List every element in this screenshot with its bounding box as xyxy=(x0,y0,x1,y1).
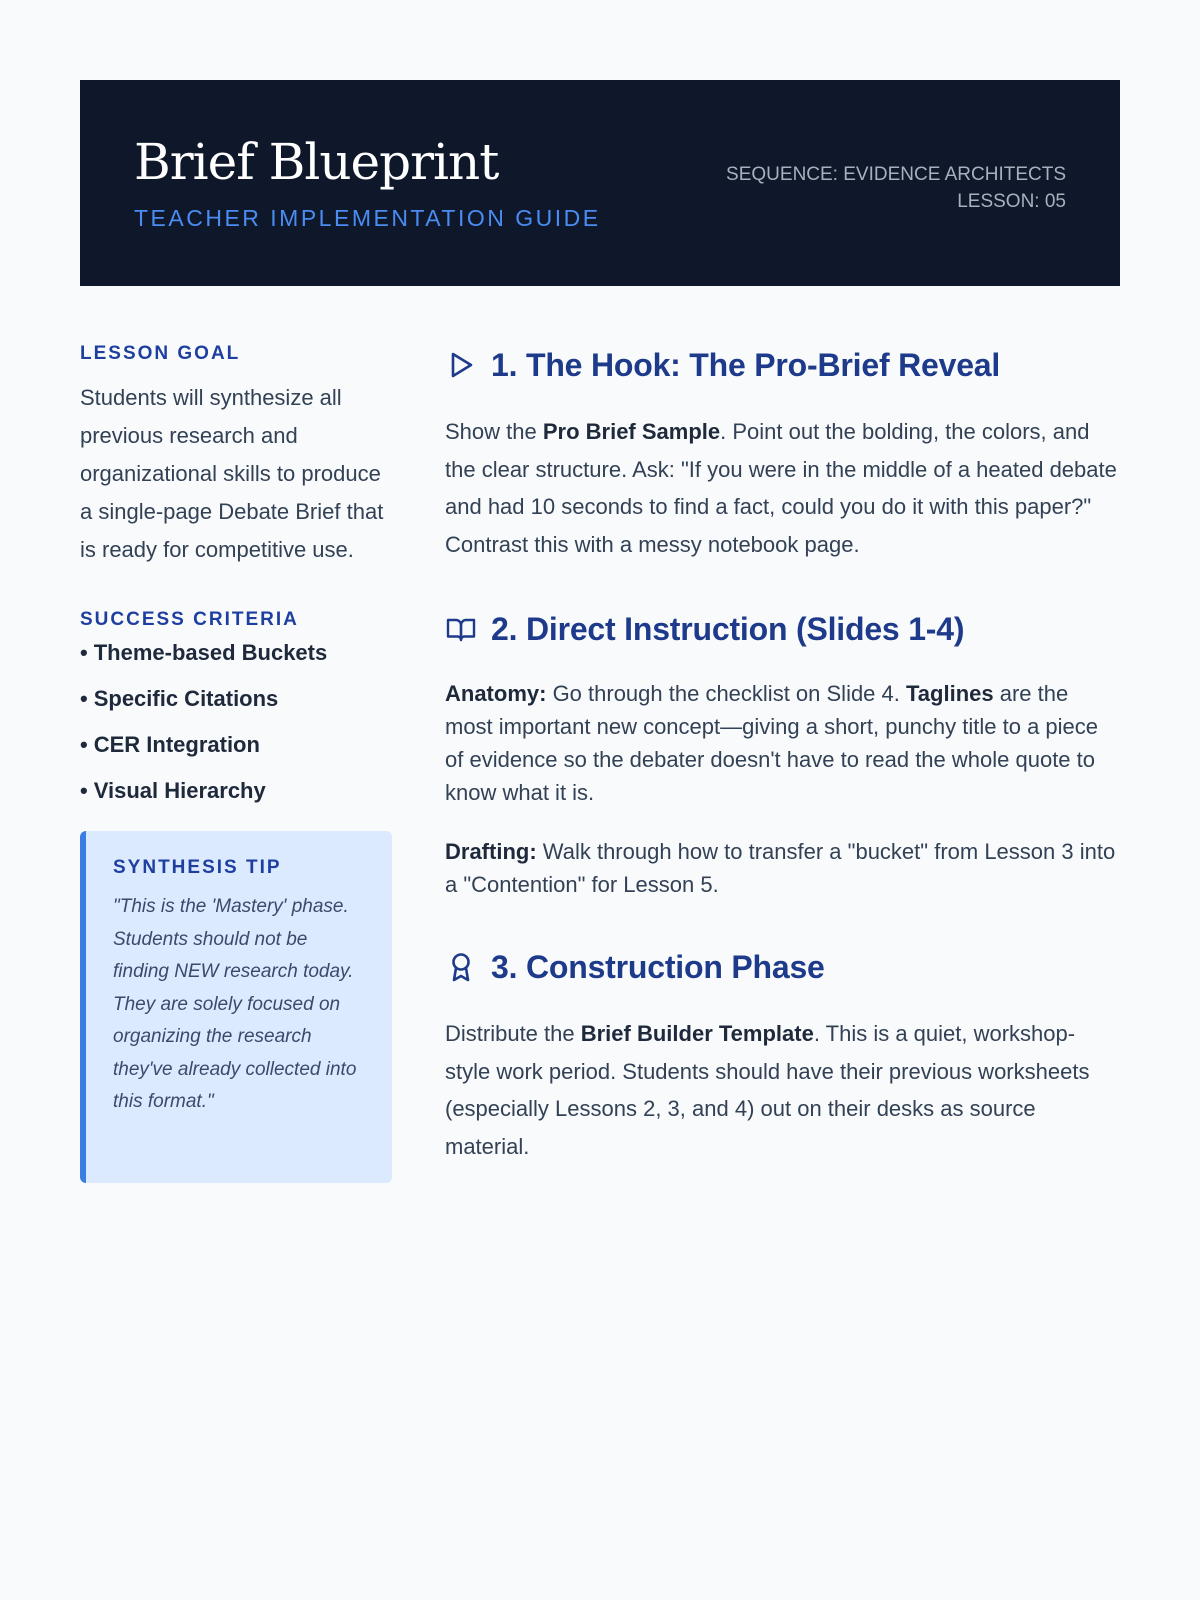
lesson-goal-heading: LESSON GOAL xyxy=(80,343,241,364)
content-columns xyxy=(80,343,1120,1183)
criteria-item xyxy=(80,639,392,667)
criteria-item-label: Theme-based Buckets xyxy=(93,640,328,665)
header-banner xyxy=(80,80,1120,286)
criteria-item-label: CER Integration xyxy=(93,732,260,757)
lesson-number: LESSON: 05 xyxy=(957,191,1066,212)
section-paragraph xyxy=(445,835,1120,901)
bold-term: Taglines xyxy=(906,681,994,706)
criteria-item xyxy=(80,685,392,713)
section-heading xyxy=(445,945,1120,989)
section-paragraph xyxy=(445,413,1120,563)
section-paragraph xyxy=(445,677,1120,809)
bold-term: Drafting: xyxy=(445,839,537,864)
sequence-label: SEQUENCE: EVIDENCE ARCHITECTS xyxy=(726,164,1066,185)
section-title: 2. Direct Instruction (Slides 1-4) xyxy=(491,610,965,647)
success-criteria-list xyxy=(80,639,392,805)
criteria-item-label: Visual Hierarchy xyxy=(93,778,266,803)
text-run: . This is a quiet, workshop-style work period. Students should have their previous worksheets (especially Lessons 2, 3, and 4) out on their desks as source material. xyxy=(445,1021,1090,1159)
lesson-goal-text: Students will synthesize all previous research and organizational skills to produce a single-page Debate Brief that is ready for competitive use. xyxy=(80,385,384,562)
text-run: . Point out the bolding, the colors, and the clear structure. Ask: "If you were in the middle of a heated debate and had 10 seconds to find a fact, could you do it with this paper?" Contrast this with a messy notebook page. xyxy=(445,419,1117,557)
criteria-item-label: Specific Citations xyxy=(93,686,279,711)
header-meta xyxy=(726,161,1066,215)
bullet-icon: • xyxy=(80,778,88,803)
bold-term: Pro Brief Sample xyxy=(542,419,721,444)
synthesis-tip-callout xyxy=(80,831,392,1183)
text-run: Go through the checklist on Slide 4. xyxy=(546,681,906,706)
criteria-item xyxy=(80,777,392,805)
play-icon xyxy=(445,349,477,381)
text-run: are the most important new concept—giving a short, punchy title to a piece of evidence so the debater doesn't have to read the whole quote to know what it is. xyxy=(445,681,1099,805)
section-hook xyxy=(445,343,1120,563)
text-run: Walk through how to transfer a "bucket" from Lesson 3 into a "Contention" for Lesson 5. xyxy=(445,839,1116,897)
text-run: Show the xyxy=(445,419,543,444)
page-subtitle: TEACHER IMPLEMENTATION GUIDE xyxy=(134,204,601,231)
bullet-icon: • xyxy=(80,686,88,711)
sidebar xyxy=(80,343,392,1183)
success-criteria-heading: SUCCESS CRITERIA xyxy=(80,609,299,630)
synthesis-tip-heading: SYNTHESIS TIP xyxy=(113,857,282,878)
section-paragraph xyxy=(445,1015,1120,1165)
section-construction xyxy=(445,945,1120,1165)
main-content xyxy=(445,343,1120,1183)
header-title-group xyxy=(134,132,601,232)
text-run: Distribute the xyxy=(445,1021,581,1046)
criteria-item xyxy=(80,731,392,759)
bold-term: Anatomy: xyxy=(445,681,547,706)
section-title: 1. The Hook: The Pro-Brief Reveal xyxy=(491,346,1001,383)
bullet-icon: • xyxy=(80,640,88,665)
bullet-icon: • xyxy=(80,732,88,757)
open-book-icon xyxy=(445,613,477,645)
synthesis-tip-quote: "This is the 'Mastery' phase. Students should not be finding NEW research today. They are solely focused on organizing the research they've already collected into this format." xyxy=(113,896,357,1112)
section-title: 3. Construction Phase xyxy=(491,948,825,985)
page-title: Brief Blueprint xyxy=(134,132,499,191)
section-direct-instruction xyxy=(445,607,1120,901)
section-heading xyxy=(445,607,1120,651)
award-ribbon-icon xyxy=(445,951,477,983)
bold-term: Brief Builder Template xyxy=(580,1021,814,1046)
section-heading xyxy=(445,343,1120,387)
